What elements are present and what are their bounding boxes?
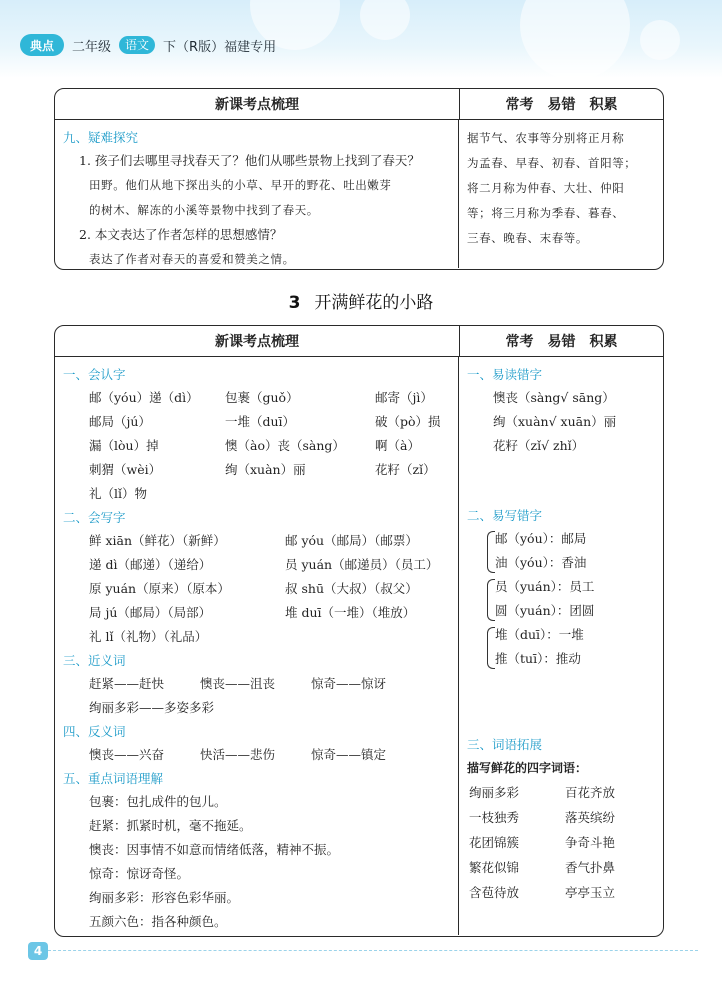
confusable-item: 推（tuī）：推动 [495,651,581,666]
idiom-item: 亭亭玉立 [565,885,616,900]
section-title: 三、近义词 [63,653,126,668]
definition-line: 五颜六色：指各种颜色。 [89,914,227,929]
idiom-item: 百花齐放 [565,785,616,800]
definition-line: 绚丽多彩：形容色彩华丽。 [89,890,240,905]
confusable-item: 邮（yóu）：邮局 [495,531,587,546]
brand-logo: 典点 [20,34,64,56]
char-item: 懊（ào）丧（sàng） [225,438,345,453]
antonym-item: 快活——悲伤 [200,747,276,762]
idiom-item: 绚丽多彩 [469,785,520,800]
char-item: 啊（à） [375,438,420,453]
definition-line: 惊奇：惊讶奇怪。 [89,866,190,881]
antonym-item: 懊丧——兴奋 [89,747,165,762]
subject-badge: 语文 [119,36,155,54]
write-item: 叔 shū（大叔）（叔父） [285,581,418,596]
misread-item: 花籽（zǐ√ zhǐ） [493,438,585,453]
char-item: 邮（yóu）递（dì） [89,390,199,405]
section-title: 四、反义词 [63,724,126,739]
write-item: 鲜 xiān（鲜花）（新鲜） [89,533,226,548]
write-item: 局 jú（邮局）（局部） [89,605,212,620]
definition-line: 包裹：包扎成件的包儿。 [89,794,227,809]
note-line: 三春、晚春、末春等。 [467,231,588,245]
antonyms [63,743,450,767]
right-column-header: 常考 易错 积累 [505,334,618,350]
confusable-pair [467,527,664,575]
lesson-table [54,325,664,937]
synonym-item: 惊奇——惊讶 [311,676,387,691]
write-item: 邮 yóu（邮局）（邮票） [285,533,418,548]
confusable-item: 堆（duī）：一堆 [495,627,584,642]
question-line: 1. 孩子们去哪里寻找春天了？他们从哪些景物上找到了春天？ [79,153,420,168]
write-item: 堆 duī（一堆）（堆放） [285,605,416,620]
answer-line: 表达了作者对春天的喜爱和赞美之情。 [89,252,295,266]
confusable-item: 油（yóu）：香油 [495,555,587,570]
confusable-item: 圆（yuán）：团圆 [495,603,595,618]
edition-label: 下（R版）福建专用 [163,39,277,55]
section-title: 二、会写字 [63,510,126,525]
section-title: 一、易读错字 [467,367,543,382]
page-header [20,34,276,56]
write-item: 递 dì（邮递）（递给） [89,557,212,572]
char-item: 刺猬（wèi） [89,462,162,477]
brace-icon [487,627,495,669]
answer-line: 的树木、解冻的小溪等景物中找到了春天。 [89,203,319,217]
brace-icon [487,579,495,621]
write-item: 员 yuán（邮递员）（员工） [285,557,439,572]
note-line: 为孟春、早春、初春、首阳等； [467,156,637,170]
lesson-title [0,288,722,313]
char-item: 漏（lòu）掉 [89,438,159,453]
section-title: 九、疑难探究 [63,130,139,145]
characters-to-write [63,529,450,649]
idiom-item: 香气扑鼻 [565,860,616,875]
char-item: 一堆（duī） [225,414,296,429]
answer-line: 田野。他们从地下探出头的小草、早开的野花、吐出嫩芽 [89,178,392,192]
idiom-item: 繁花似锦 [469,860,520,875]
left-column-header: 新课考点梳理 [55,89,460,119]
char-item: 包裹（guǒ） [225,390,299,405]
char-item: 礼（lǐ）物 [89,486,147,501]
lesson-name: 开满鲜花的小路 [314,293,434,313]
char-item: 破（pò）损 [375,414,441,429]
confusable-pair [467,623,664,671]
note-line: 将二月称为仲春、大壮、仲阳 [467,181,625,195]
idiom-item: 一枝独秀 [469,810,520,825]
synonym-item: 懊丧——沮丧 [200,676,276,691]
idiom-item: 落英缤纷 [565,810,616,825]
idiom-item: 花团锦簇 [469,835,520,850]
synonym-item: 绚丽多彩——多姿多彩 [89,700,215,715]
char-item: 邮局（jú） [89,414,151,429]
brace-icon [487,531,495,573]
section-title: 三、词语拓展 [467,737,543,752]
characters-to-recognize [63,386,450,506]
char-item: 绚（xuàn）丽 [225,462,306,477]
section-title: 五、重点词语理解 [63,771,164,786]
idiom-item: 争奇斗艳 [565,835,616,850]
question-line: 2. 本文表达了作者怎样的思想感情？ [79,227,283,242]
note-line: 等；将三月称为季春、暮春、 [467,206,625,220]
continuation-table [54,88,664,270]
char-item: 花籽（zǐ） [375,462,436,477]
definition-line: 懊丧：因事情不如意而情绪低落，精神不振。 [89,842,340,857]
misread-item: 绚（xuàn√ xuān）丽 [493,414,617,429]
lesson-number: 3 [288,293,301,313]
confusable-item: 员（yuán）：员工 [495,579,595,594]
synonyms [63,672,450,720]
misread-item: 懊丧（sàng√ sāng） [493,390,615,405]
left-column-header: 新课考点梳理 [55,326,460,356]
idiom-item: 含苞待放 [469,885,520,900]
definition-line: 赶紧：抓紧时机，毫不拖延。 [89,818,252,833]
synonym-item: 赶紧——赶快 [89,676,165,691]
char-item: 邮寄（jì） [375,390,433,405]
note-line: 据节气、农事等分别将正月称 [467,131,625,145]
word-expansion-grid [467,780,664,905]
page-number: 4 [28,942,48,960]
write-item: 礼 lǐ（礼物）（礼品） [89,629,208,644]
section-title: 一、会认字 [63,367,126,382]
section-title: 二、易写错字 [467,508,543,523]
write-item: 原 yuán（原来）（原本） [89,581,230,596]
right-column-header: 常考 易错 积累 [505,97,618,113]
footer-divider [48,950,698,951]
confusable-pair [467,575,664,623]
subheading: 描写鲜花的四字词语： [467,761,588,775]
antonym-item: 惊奇——镇定 [311,747,387,762]
grade-label: 二年级 [72,39,112,55]
